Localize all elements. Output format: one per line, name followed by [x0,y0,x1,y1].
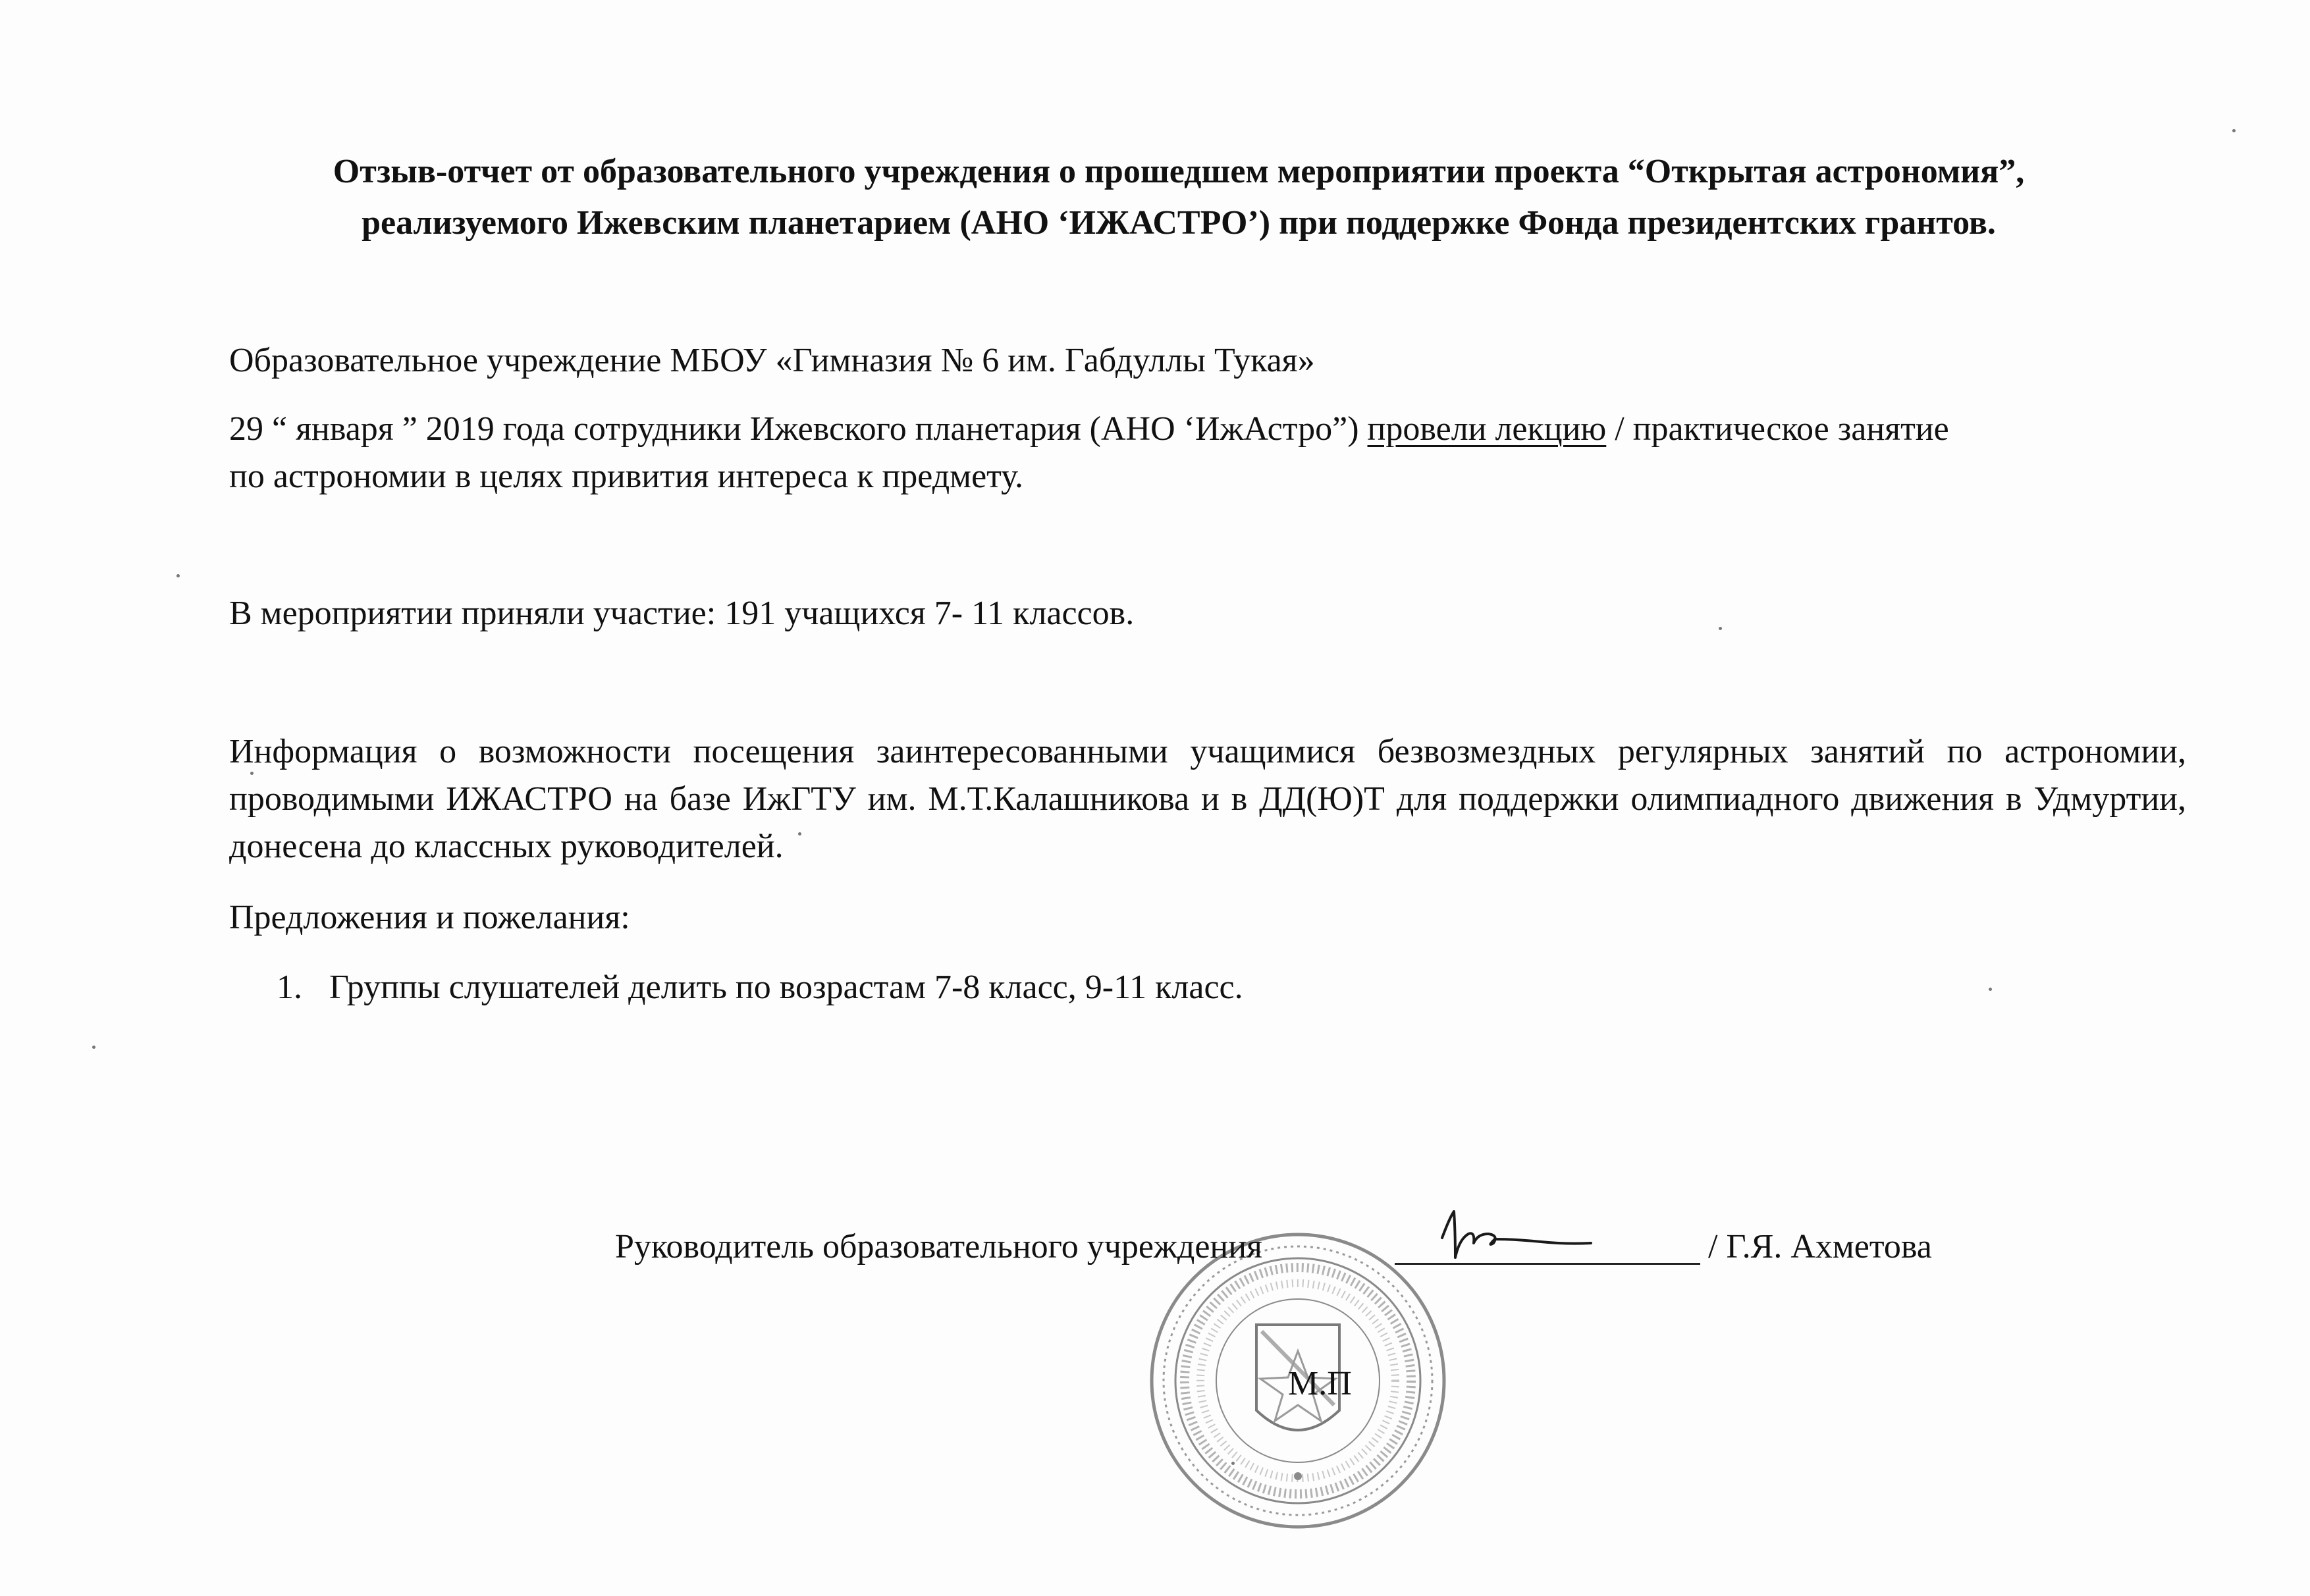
proposals-heading: Предложения и пожелания: [229,899,630,936]
institution-line: Образовательное учреждение МБОУ «Гимназия № 6 им. Габдуллы Тукая» [229,342,1315,379]
title-line-2: реализуемого Ижевским планетарием (АНО ‘ИЖАСТРО’) при поддержке Фонда президентских грантов. [362,204,1996,242]
signatory-name: / Г.Я. Ахметова [1708,1228,1932,1265]
scan-speck [798,832,801,836]
document-title [198,146,2160,249]
scan-speck [250,772,254,775]
event-line-2: по астрономии в целях привития интереса к предмету. [229,458,1023,495]
scan-speck [1231,1462,1235,1465]
scan-speck [92,1046,95,1049]
scan-speck [2232,129,2236,132]
event-line-1 [229,406,2186,453]
event-text-end: / практическое занятие [1606,410,1949,448]
event-paragraph [229,406,2186,500]
handwritten-signature [1436,1198,1594,1271]
title-line-1: Отзыв-отчет от образовательного учреждения о прошедшем мероприятии проекта “Открытая астрономия”, [333,153,2025,190]
participants-line: В мероприятии приняли участие: 191 учащихся 7- 11 классов. [229,595,1135,632]
scan-speck [1719,627,1722,630]
event-text-start: 29 “ января ” 2019 года сотрудники Ижевского планетария (АНО ‘ИжАстро”) [229,410,1368,448]
event-underlined-choice: провели лекцию [1367,410,1607,448]
scan-speck [176,574,180,577]
scan-speck [1989,988,1992,991]
list-item [277,964,1243,1011]
signature-label: Руководитель образовательного учреждения [615,1228,1262,1265]
stamp-placeholder-label: М.П [1288,1365,1352,1402]
list-item-number: 1. [277,969,302,1006]
list-item-text: Группы слушателей делить по возрастам 7-8 класс, 9-11 класс. [329,969,1243,1006]
info-paragraph: Информация о возможности посещения заинтересованными учащимися безвозмездных регулярных занятий по астрономии, проводимыми ИЖАСТРО на базе ИжГТУ им. М.Т.Калашникова и в ДД(Ю)Т для поддержки олимпиадного движения в Удмуртии, донесена до классных руководителей. [229,733,2186,865]
